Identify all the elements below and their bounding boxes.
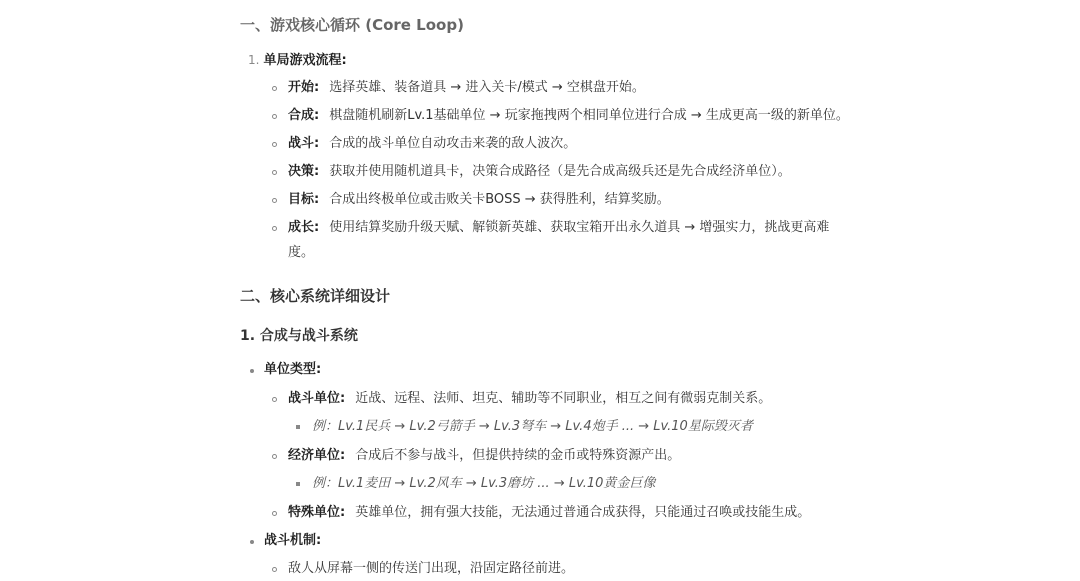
example-line: 例：Lv.1民兵 → Lv.2弓箭手 → Lv.3弩车 → Lv.4炮手 ... → Lv.10星际毁灭者 [312,419,753,434]
list-item-label: 单局游戏流程: [263,53,347,68]
step-text: 合成的战斗单位自动攻击来袭的敌人波次。 [329,136,577,151]
unit-label: 经济单位: [288,448,346,463]
list-item [288,163,791,181]
step-label: 战斗: [288,136,320,151]
step-text: 获取并使用随机道具卡，决策合成路径（是先合成高级兵还是先合成经济单位）。 [329,164,791,179]
unit-text: 合成后不参与战斗，但提供持续的金币或特殊资源产出。 [355,448,681,463]
subsection-heading-merge-combat: 1. 合成与战斗系统 [240,328,358,344]
list-item [288,219,829,237]
list-item [264,532,321,550]
list-item [288,107,849,125]
dot-bullet-icon [250,369,254,373]
section-heading-core-systems: 二、核心系统详细设计 [240,287,391,305]
list-item [288,447,680,465]
section-heading-core-loop: 一、游戏核心循环 (Core Loop) [240,16,464,34]
step-label: 合成: [288,108,320,123]
example-line: 例：Lv.1麦田 → Lv.2风车 → Lv.3磨坊 ... → Lv.10黄金巨像 [312,476,656,491]
unit-text: 英雄单位，拥有强大技能，无法通过普通合成获得，只能通过召唤或技能生成。 [355,505,811,520]
step-text: 棋盘随机刷新Lv.1基础单位 → 玩家拖拽两个相同单位进行合成 → 生成更高一级的新单位。 [329,108,849,123]
list-item-continuation: 度。 [288,245,315,260]
step-label: 目标: [288,192,320,207]
list-item [264,361,321,379]
step-label: 决策: [288,164,320,179]
circle-bullet-icon [272,86,277,91]
list-number: 1. [248,53,260,67]
circle-bullet-icon [272,114,277,119]
list-item [288,390,771,408]
circle-bullet-icon [272,397,277,402]
dot-bullet-icon [250,540,254,544]
circle-bullet-icon [272,198,277,203]
list-item [288,79,645,97]
unit-text: 近战、远程、法师、坦克、辅助等不同职业，相互之间有微弱克制关系。 [355,391,772,406]
circle-bullet-icon [272,567,277,572]
circle-bullet-icon [272,170,277,175]
list-item [288,135,576,153]
step-text: 使用结算奖励升级天赋、解锁新英雄、获取宝箱开出永久道具 → 增强实力，挑战更高难 [329,220,830,235]
ordered-item-single-match-flow [248,51,347,70]
circle-bullet-icon [272,511,277,516]
list-item [288,504,810,522]
square-bullet-icon [296,425,300,429]
list-item-label: 战斗机制: [264,533,322,548]
list-item: 敌人从屏幕一侧的传送门出现，沿固定路径前进。 [288,561,575,576]
list-item [288,191,670,209]
step-text: 选择英雄、装备道具 → 进入关卡/模式 → 空棋盘开始。 [329,80,645,95]
step-text: 合成出终极单位或击败关卡BOSS → 获得胜利，结算奖励。 [329,192,670,207]
step-label: 开始: [288,80,320,95]
unit-label: 特殊单位: [288,505,346,520]
circle-bullet-icon [272,454,277,459]
circle-bullet-icon [272,142,277,147]
unit-label: 战斗单位: [288,391,346,406]
circle-bullet-icon [272,226,277,231]
square-bullet-icon [296,482,300,486]
step-label: 成长: [288,220,320,235]
list-item-label: 单位类型: [264,362,322,377]
